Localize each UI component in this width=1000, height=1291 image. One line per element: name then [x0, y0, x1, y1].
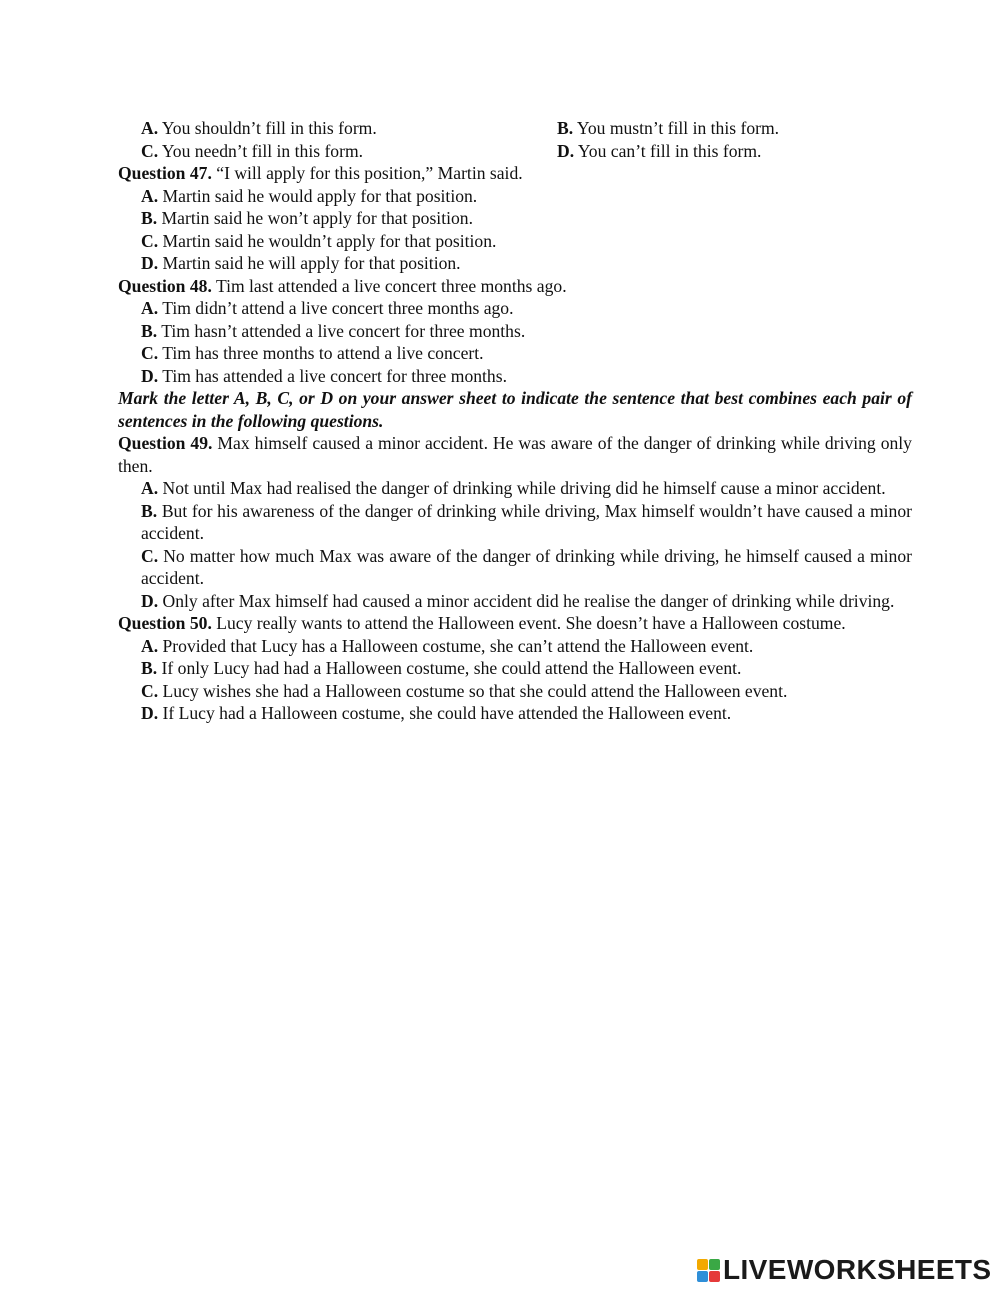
option-label: D.	[141, 590, 159, 611]
worksheet-page	[118, 117, 912, 725]
option-label: D.	[557, 140, 575, 161]
question-text: “I will apply for this position,” Martin said.	[211, 163, 523, 183]
option-label: D.	[141, 703, 159, 723]
option-text: Martin said he would apply for that position.	[158, 185, 478, 206]
option-label: A.	[141, 635, 159, 656]
q46-option-c[interactable]	[118, 140, 557, 163]
option-label: C.	[141, 230, 159, 251]
option-text: Tim has three months to attend a live concert.	[158, 343, 484, 363]
logo-block-blue	[697, 1271, 708, 1282]
question-number: Question 50.	[118, 613, 212, 633]
option-text: You can’t fill in this form.	[574, 140, 762, 161]
option-label: B.	[557, 118, 574, 138]
q48-option-c[interactable]	[118, 342, 912, 365]
question-text: Max himself caused a minor accident. He was aware of the danger of drinking while driving only then.	[118, 433, 912, 476]
option-text: You mustn’t fill in this form.	[573, 118, 780, 138]
q49-stem	[118, 432, 912, 477]
q46-options-row-1	[118, 117, 912, 140]
option-label: C.	[141, 545, 159, 566]
q47-stem	[118, 162, 912, 185]
option-label: A.	[141, 118, 159, 138]
logo-block-yellow	[697, 1259, 708, 1270]
option-text: Tim has attended a live concert for three months.	[158, 365, 507, 386]
option-label: B.	[141, 208, 158, 228]
option-text: You needn’t fill in this form.	[158, 140, 364, 161]
q50-option-b[interactable]	[118, 657, 912, 680]
option-label: B.	[141, 320, 158, 341]
option-text: Provided that Lucy has a Halloween costume, she can’t attend the Halloween event.	[158, 635, 754, 656]
brand-name: LIVEWORKSHEETS	[723, 1254, 992, 1285]
option-label: C.	[141, 680, 159, 701]
logo-block-green	[709, 1259, 720, 1270]
q47-option-a[interactable]	[118, 185, 912, 208]
q46-option-a[interactable]	[118, 117, 557, 140]
option-text: Lucy wishes she had a Halloween costume so that she could attend the Halloween event.	[158, 680, 788, 701]
section-instruction: Mark the letter A, B, C, or D on your answer sheet to indicate the sentence that best combines each pair of sentences in the following questions.	[118, 388, 912, 431]
option-label: D.	[141, 365, 159, 386]
q47-option-b[interactable]	[118, 207, 912, 230]
q48-option-b[interactable]	[118, 320, 912, 343]
q47-option-c[interactable]	[118, 230, 912, 253]
q46-options-row-2	[118, 140, 912, 163]
question-number: Question 47.	[118, 163, 212, 183]
option-text: Tim hasn’t attended a live concert for three months.	[157, 320, 526, 341]
q50-option-a[interactable]	[118, 635, 912, 658]
option-text: Only after Max himself had caused a minor accident did he realise the danger of drinking while driving.	[158, 590, 895, 611]
option-text: Tim didn’t attend a live concert three months ago.	[158, 298, 514, 318]
q47-option-d[interactable]	[118, 252, 912, 275]
question-text: Tim last attended a live concert three months ago.	[211, 275, 567, 296]
option-label: B.	[141, 658, 158, 678]
option-label: A.	[141, 478, 159, 498]
q50-stem	[118, 612, 912, 635]
option-text: If only Lucy had had a Halloween costume, she could attend the Halloween event.	[157, 658, 742, 678]
option-text: If Lucy had a Halloween costume, she could have attended the Halloween event.	[158, 703, 732, 723]
option-text: No matter how much Max was aware of the danger of drinking while driving, he himself caused a minor accident.	[141, 545, 912, 588]
option-text: Martin said he won’t apply for that position.	[157, 208, 473, 228]
q48-option-d[interactable]	[118, 365, 912, 388]
option-label: A.	[141, 185, 159, 206]
logo-block-red	[709, 1271, 720, 1282]
option-text: But for his awareness of the danger of drinking while driving, Max himself wouldn’t have caused a minor accident.	[141, 500, 912, 543]
q46-option-d[interactable]	[557, 140, 912, 163]
liveworksheets-logo[interactable]	[697, 1255, 992, 1285]
q48-stem	[118, 275, 912, 298]
question-number: Question 49.	[118, 433, 213, 453]
option-label: A.	[141, 298, 159, 318]
option-text: Not until Max had realised the danger of drinking while driving did he himself cause a minor accident.	[158, 478, 886, 498]
q50-option-d[interactable]	[118, 702, 912, 725]
q49-option-d[interactable]	[118, 590, 912, 613]
option-label: C.	[141, 140, 159, 161]
q49-option-c[interactable]	[118, 545, 912, 590]
option-text: You shouldn’t fill in this form.	[158, 118, 377, 138]
q48-option-a[interactable]	[118, 297, 912, 320]
option-text: Martin said he wouldn’t apply for that position.	[158, 230, 497, 251]
question-number: Question 48.	[118, 275, 212, 296]
q46-option-b[interactable]	[557, 117, 912, 140]
question-text: Lucy really wants to attend the Halloween event. She doesn’t have a Halloween costume.	[211, 613, 846, 633]
option-label: B.	[141, 500, 158, 521]
q49-option-a[interactable]	[118, 477, 912, 500]
q49-option-b[interactable]	[118, 500, 912, 545]
q50-option-c[interactable]	[118, 680, 912, 703]
option-label: C.	[141, 343, 159, 363]
option-label: D.	[141, 253, 159, 273]
logo-blocks-icon	[697, 1259, 720, 1282]
option-text: Martin said he will apply for that position.	[158, 253, 461, 273]
